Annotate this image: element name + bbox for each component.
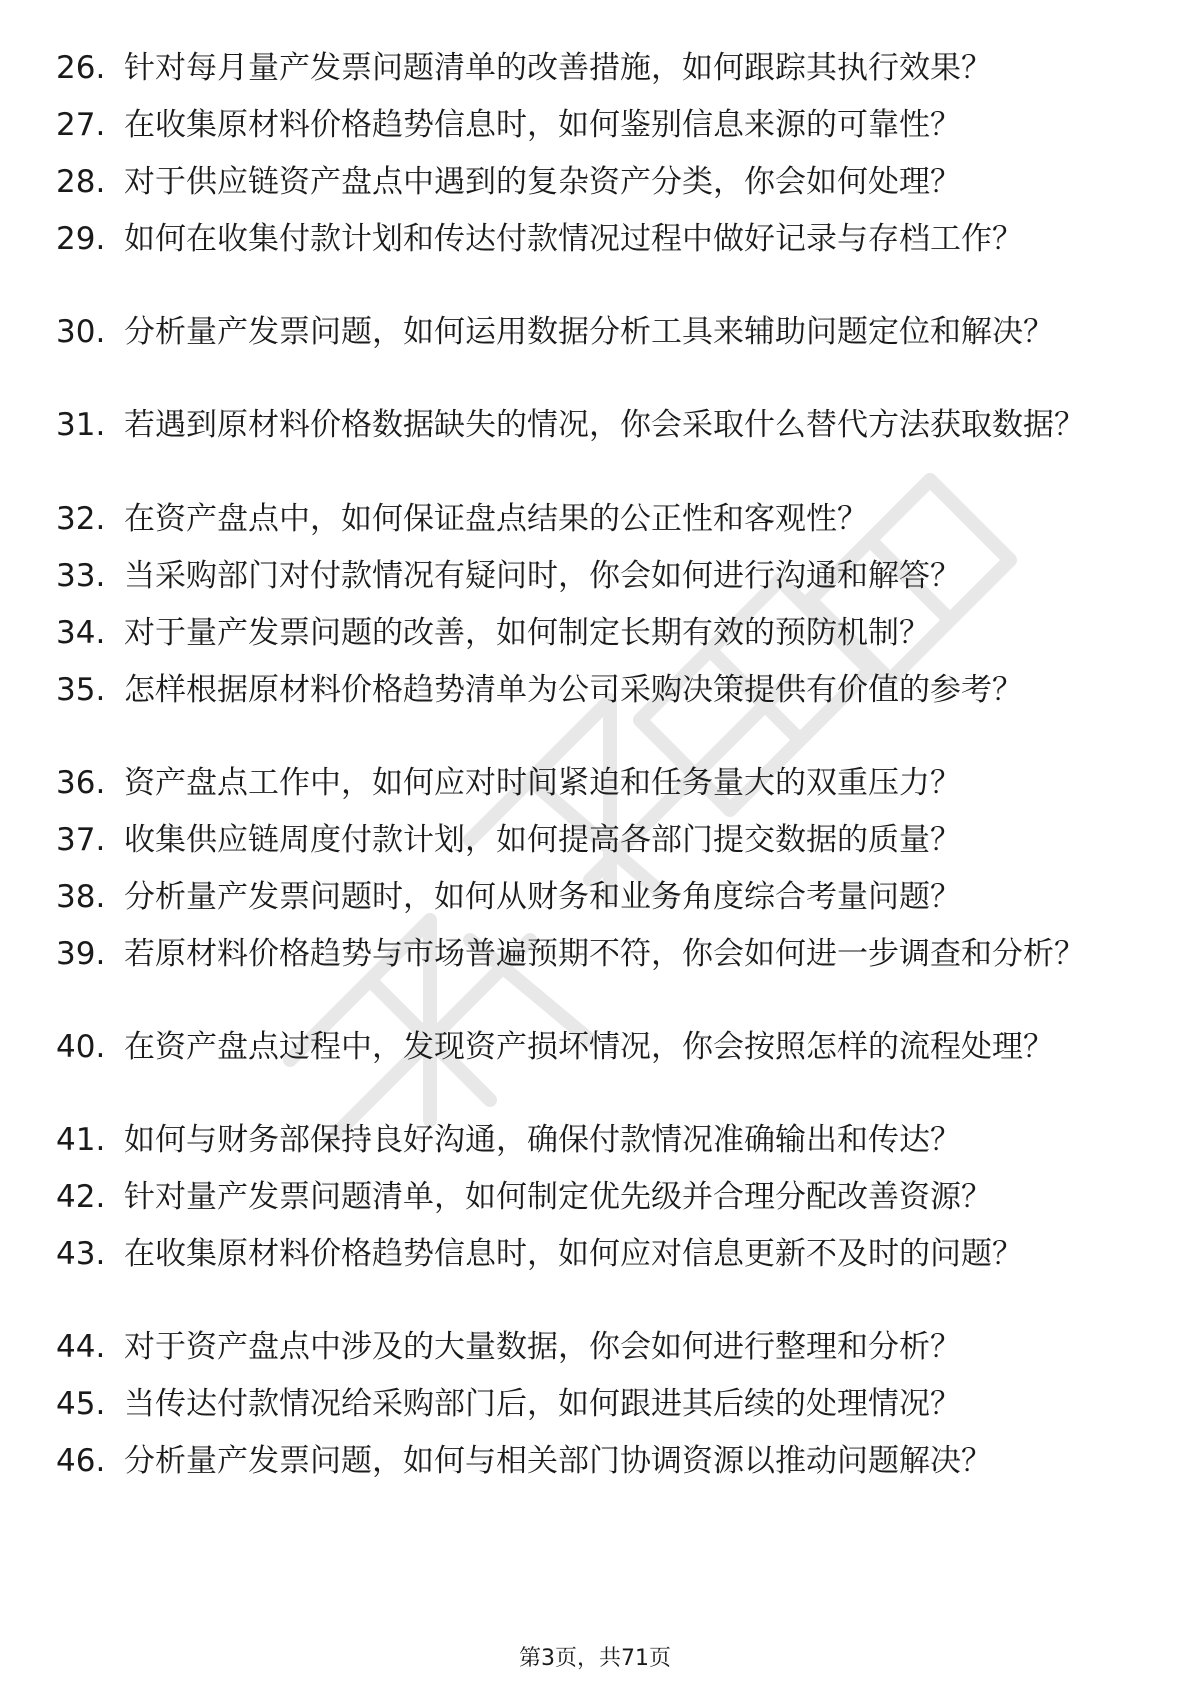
question-text: 在资产盘点过程中，发现资产损坏情况，你会按照怎样的流程处理？	[124, 1029, 1054, 1065]
question-text: 若原材料价格趋势与市场普遍预期不符，你会如何进一步调查和分析？	[124, 936, 1085, 972]
question-number: 35.	[56, 672, 106, 708]
question-number: 38.	[56, 879, 106, 915]
question-text: 对于量产发票问题的改善，如何制定长期有效的预防机制？	[124, 615, 930, 651]
question-text: 在收集原材料价格趋势信息时，如何应对信息更新不及时的问题？	[124, 1236, 1023, 1272]
question-text: 怎样根据原材料价格趋势清单为公司采购决策提供有价值的参考？	[124, 672, 1023, 708]
question-number: 36.	[56, 765, 106, 801]
question-text: 若遇到原材料价格数据缺失的情况，你会采取什么替代方法获取数据？	[124, 407, 1085, 443]
question-text: 针对量产发票问题清单，如何制定优先级并合理分配改善资源？	[124, 1179, 992, 1215]
question-number: 33.	[56, 558, 106, 594]
question-number: 43.	[56, 1236, 106, 1272]
question-number: 34.	[56, 615, 106, 651]
question-number: 45.	[56, 1386, 106, 1422]
question-text: 当传达付款情况给采购部门后，如何跟进其后续的处理情况？	[124, 1386, 961, 1422]
page-footer	[0, 1644, 1190, 1674]
question-number: 40.	[56, 1029, 106, 1065]
question-number: 28.	[56, 164, 106, 200]
question-text: 如何在收集付款计划和传达付款情况过程中做好记录与存档工作？	[124, 221, 1023, 257]
question-number: 37.	[56, 822, 106, 858]
question-number: 44.	[56, 1329, 106, 1365]
question-text: 针对每月量产发票问题清单的改善措施，如何跟踪其执行效果？	[124, 50, 992, 86]
question-number: 41.	[56, 1122, 106, 1158]
question-number: 39.	[56, 936, 106, 972]
question-number: 29.	[56, 221, 106, 257]
question-text: 在资产盘点中，如何保证盘点结果的公正性和客观性？	[124, 501, 868, 537]
question-text: 如何与财务部保持良好沟通，确保付款情况准确输出和传达？	[124, 1122, 961, 1158]
question-number: 26.	[56, 50, 106, 86]
page-number-label: 第3页，共71页	[519, 1646, 671, 1671]
question-text: 分析量产发票问题，如何运用数据分析工具来辅助问题定位和解决？	[124, 314, 1054, 350]
question-number: 32.	[56, 501, 106, 537]
question-text: 资产盘点工作中，如何应对时间紧迫和任务量大的双重压力？	[124, 765, 961, 801]
question-number: 42.	[56, 1179, 106, 1215]
question-number: 30.	[56, 314, 106, 350]
question-text: 对于供应链资产盘点中遇到的复杂资产分类，你会如何处理？	[124, 164, 961, 200]
question-number: 46.	[56, 1443, 106, 1479]
question-text: 收集供应链周度付款计划，如何提高各部门提交数据的质量？	[124, 822, 961, 858]
question-text: 当采购部门对付款情况有疑问时，你会如何进行沟通和解答？	[124, 558, 961, 594]
question-text: 在收集原材料价格趋势信息时，如何鉴别信息来源的可靠性？	[124, 107, 961, 143]
question-number: 27.	[56, 107, 106, 143]
question-text: 对于资产盘点中涉及的大量数据，你会如何进行整理和分析？	[124, 1329, 961, 1365]
question-text: 分析量产发票问题，如何与相关部门协调资源以推动问题解决？	[124, 1443, 992, 1479]
question-text: 分析量产发票问题时，如何从财务和业务角度综合考量问题？	[124, 879, 961, 915]
question-number: 31.	[56, 407, 106, 443]
